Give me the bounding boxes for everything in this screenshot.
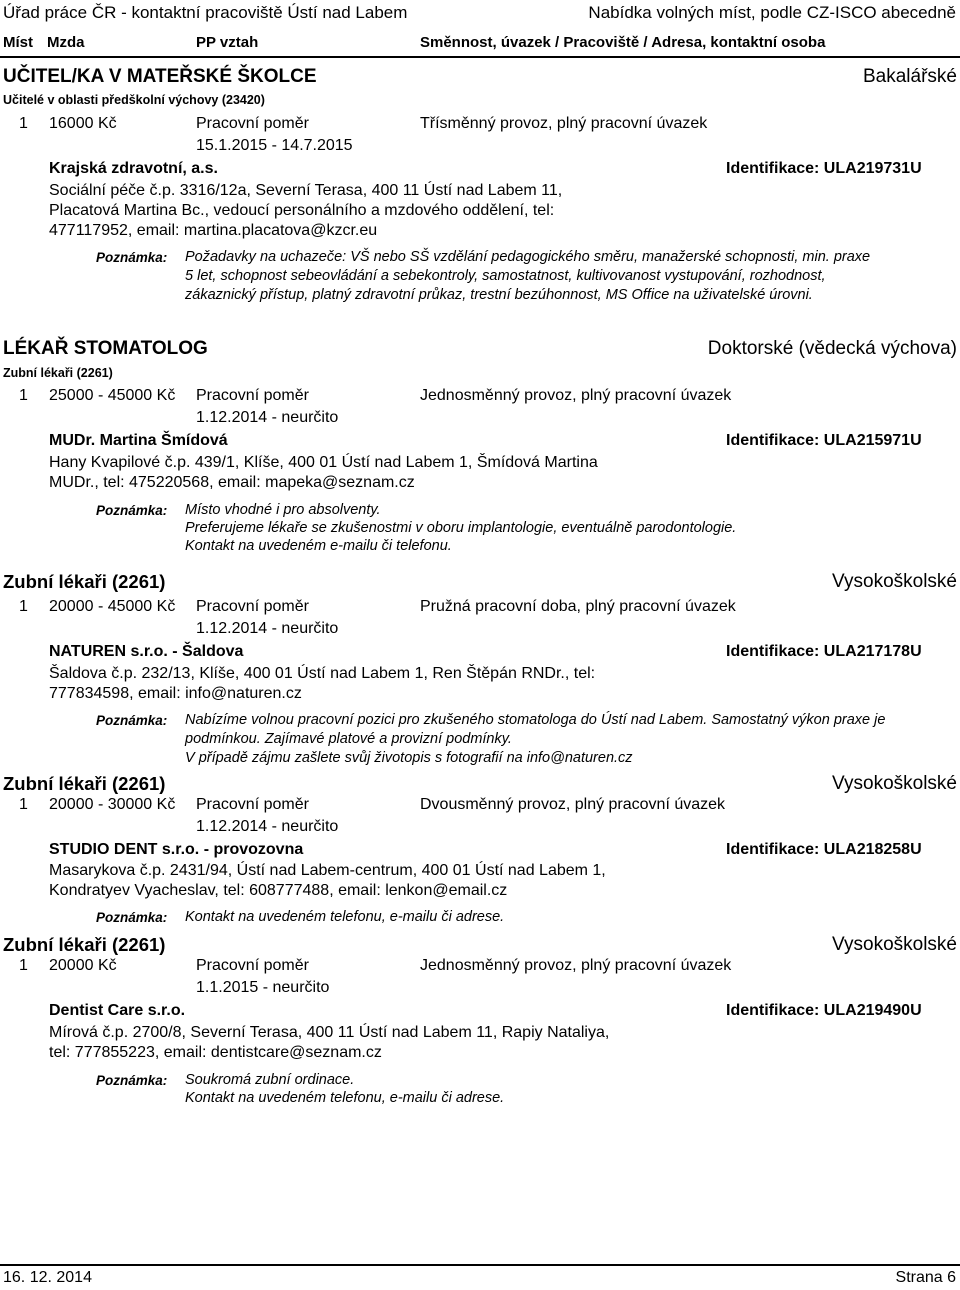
- vacancy-count: 1: [19, 387, 28, 404]
- address-line: Hany Kvapilové č.p. 439/1, Klíše, 400 01 Ústí nad Labem 1, Šmídová Martina: [49, 454, 598, 471]
- column-header-smennost: Směnnost, úvazek / Pracoviště / Adresa, kontaktní osoba: [420, 34, 826, 51]
- education-level: Vysokoškolské: [832, 571, 957, 592]
- address-line: Sociální péče č.p. 3316/12a, Severní Terasa, 400 11 Ústí nad Labem 11,: [49, 182, 563, 199]
- note-line: Požadavky na uchazeče: VŠ nebo SŠ vzdělání pedagogického směru, manažerské schopnosti, min. praxe: [185, 249, 871, 265]
- note-line: V případě zájmu zašlete svůj životopis s fotografií na info@naturen.cz: [185, 750, 633, 766]
- salary: 20000 - 45000 Kč: [49, 598, 176, 615]
- occupation-category: Učitelé v oblasti předškolní výchovy (23420): [3, 93, 265, 107]
- shift-type: Jednosměnný provoz, plný pracovní úvazek: [420, 957, 732, 974]
- note-line: podmínkou. Zajímavé platové a provizní podmínky.: [185, 731, 512, 747]
- employment-dates: 1.12.2014 - neurčito: [196, 409, 339, 426]
- salary: 16000 Kč: [49, 115, 117, 132]
- shift-type: Třísměnný provoz, plný pracovní úvazek: [420, 115, 708, 132]
- employer-name: STUDIO DENT s.r.o. - provozovna: [49, 841, 304, 858]
- employment-dates: 15.1.2015 - 14.7.2015: [196, 137, 353, 154]
- salary: 20000 Kč: [49, 957, 117, 974]
- note-label: Poznámka:: [96, 1073, 168, 1088]
- vacancy-count: 1: [19, 115, 28, 132]
- note-label: Poznámka:: [96, 503, 168, 518]
- address-line: 477117952, email: martina.placatova@kzcr.eu: [49, 222, 378, 239]
- employment-dates: 1.1.2015 - neurčito: [196, 979, 330, 996]
- footer-divider: [0, 1264, 960, 1266]
- address-line: MUDr., tel: 475220568, email: mapeka@seznam.cz: [49, 474, 415, 491]
- note-line: Nabízíme volnou pracovní pozici pro zkušeného stomatologa do Ústí nad Labem. Samostatný výkon praxe je: [185, 712, 886, 728]
- shift-type: Dvousměnný provoz, plný pracovní úvazek: [420, 796, 726, 813]
- vacancy-count: 1: [19, 796, 28, 813]
- column-header-mzda: Mzda: [47, 34, 85, 51]
- note-label: Poznámka:: [96, 910, 168, 925]
- listing-id: Identifikace: ULA217178U: [726, 643, 922, 660]
- note-line: Kontakt na uvedeném e-mailu či telefonu.: [185, 538, 452, 554]
- listing-id: Identifikace: ULA219731U: [726, 160, 922, 177]
- occupation-title: LÉKAŘ STOMATOLOG: [3, 338, 208, 359]
- employment-dates: 1.12.2014 - neurčito: [196, 818, 339, 835]
- note-line: Kontakt na uvedeném telefonu, e-mailu či adrese.: [185, 909, 505, 925]
- column-header-pp-vztah: PP vztah: [196, 34, 259, 51]
- education-level: Vysokoškolské: [832, 773, 957, 794]
- note-line: Soukromá zubní ordinace.: [185, 1072, 355, 1088]
- vacancy-count: 1: [19, 598, 28, 615]
- employment-relation: Pracovní poměr: [196, 957, 309, 974]
- address-line: Masarykova č.p. 2431/94, Ústí nad Labem-centrum, 400 01 Ústí nad Labem 1,: [49, 862, 606, 879]
- note-label: Poznámka:: [96, 713, 168, 728]
- page-number: Strana 6: [895, 1269, 956, 1286]
- footer-date: 16. 12. 2014: [3, 1269, 92, 1286]
- listing-id: Identifikace: ULA218258U: [726, 841, 922, 858]
- employer-name: Krajská zdravotní, a.s.: [49, 160, 218, 177]
- employment-relation: Pracovní poměr: [196, 115, 309, 132]
- address-line: Placatová Martina Bc., vedoucí personálního a mzdového oddělení, tel:: [49, 202, 555, 219]
- address-line: tel: 777855223, email: dentistcare@seznam.cz: [49, 1044, 382, 1061]
- listing-id: Identifikace: ULA219490U: [726, 1002, 922, 1019]
- occupation-category: Zubní lékaři (2261): [3, 773, 166, 794]
- employer-name: MUDr. Martina Šmídová: [49, 432, 228, 449]
- employer-name: NATUREN s.r.o. - Šaldova: [49, 643, 244, 660]
- header-divider: [0, 56, 960, 58]
- employment-relation: Pracovní poměr: [196, 387, 309, 404]
- note-line: Kontakt na uvedeném telefonu, e-mailu či adrese.: [185, 1090, 505, 1106]
- salary: 20000 - 30000 Kč: [49, 796, 176, 813]
- vacancy-count: 1: [19, 957, 28, 974]
- note-label: Poznámka:: [96, 250, 168, 265]
- employment-relation: Pracovní poměr: [196, 598, 309, 615]
- note-line: Místo vhodné i pro absolventy.: [185, 502, 381, 518]
- listing-id: Identifikace: ULA215971U: [726, 432, 922, 449]
- address-line: Šaldova č.p. 232/13, Klíše, 400 01 Ústí nad Labem 1, Ren Štěpán RNDr., tel:: [49, 665, 596, 682]
- education-level: Vysokoškolské: [832, 934, 957, 955]
- salary: 25000 - 45000 Kč: [49, 387, 176, 404]
- shift-type: Jednosměnný provoz, plný pracovní úvazek: [420, 387, 732, 404]
- document-header-office: Úřad práce ČR - kontaktní pracoviště Ústí nad Labem: [3, 3, 408, 22]
- address-line: 777834598, email: info@naturen.cz: [49, 685, 302, 702]
- occupation-category: Zubní lékaři (2261): [3, 571, 166, 592]
- column-header-mist: Míst: [3, 34, 33, 51]
- note-line: Preferujeme lékaře se zkušenostmi v oboru implantologie, eventuálně parodontologie.: [185, 520, 737, 536]
- occupation-category: Zubní lékaři (2261): [3, 366, 113, 380]
- employer-name: Dentist Care s.r.o.: [49, 1002, 186, 1019]
- employment-dates: 1.12.2014 - neurčito: [196, 620, 339, 637]
- occupation-category: Zubní lékaři (2261): [3, 934, 166, 955]
- education-level: Doktorské (vědecká výchova): [707, 338, 957, 359]
- note-line: 5 let, schopnost sebeovládání a sebekontroly, samostatnost, kultivovanost vystupování, rozhodnost,: [185, 268, 826, 284]
- shift-type: Pružná pracovní doba, plný pracovní úvazek: [420, 598, 736, 615]
- address-line: Mírová č.p. 2700/8, Severní Terasa, 400 11 Ústí nad Labem 11, Rapiy Nataliya,: [49, 1024, 610, 1041]
- document-header-listing: Nabídka volných míst, podle CZ-ISCO abecedně: [588, 3, 956, 22]
- education-level: Bakalářské: [863, 66, 957, 87]
- occupation-title: UČITEL/KA V MATEŘSKÉ ŠKOLCE: [3, 66, 317, 87]
- employment-relation: Pracovní poměr: [196, 796, 309, 813]
- address-line: Kondratyev Vyacheslav, tel: 608777488, email: lenkon@email.cz: [49, 882, 508, 899]
- note-line: zákaznický přístup, platný zdravotní průkaz, trestní bezúhonnost, MS Office na uživatelské úrovni.: [185, 287, 813, 303]
